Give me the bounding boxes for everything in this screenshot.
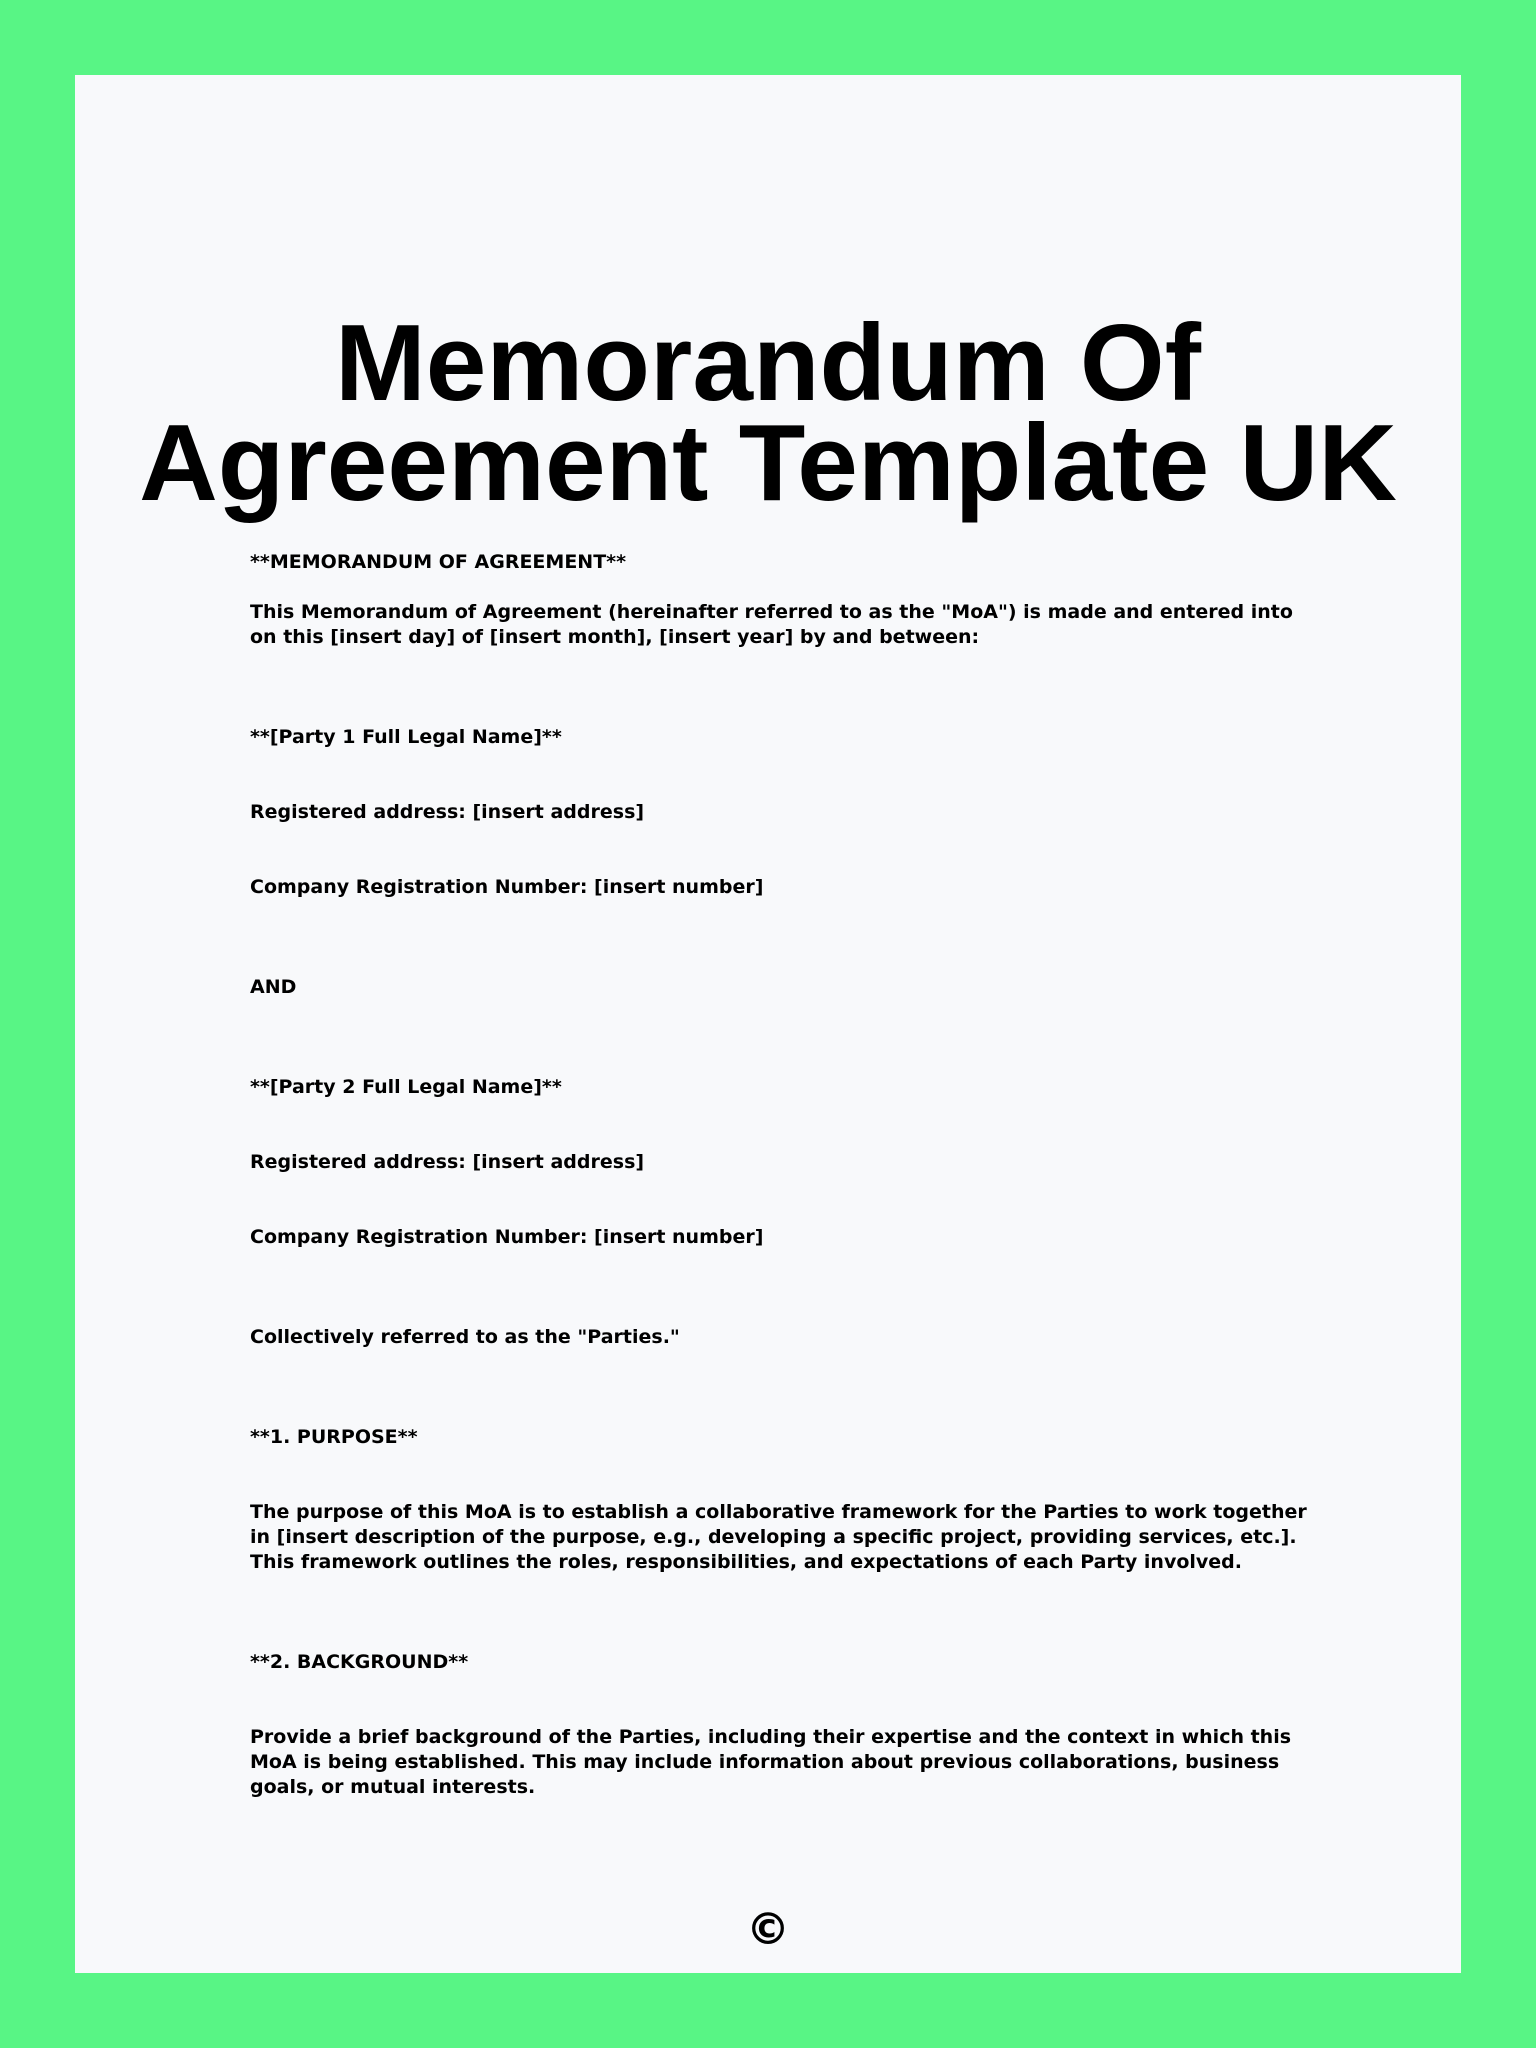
section1-body: The purpose of this MoA is to establish a collaborative framework for the Parties to work together in [insert description of the purpose, e.g., developing a specific project, providing services, etc.]. This framework outlines the roles, responsibilities, and expectations of each Party involved. bbox=[250, 1501, 1307, 1573]
collective-reference: Collectively referred to as the "Parties." bbox=[250, 1326, 680, 1348]
section2-body: Provide a brief background of the Parties, including their expertise and the context in which this MoA is being established. This may include information about previous collaborations, business goals, or mutual interests. bbox=[250, 1726, 1292, 1798]
document-title: Memorandum Of Agreement Template UK bbox=[139, 302, 1397, 524]
party2-name: **[Party 2 Full Legal Name]** bbox=[250, 1076, 562, 1098]
party1-address: Registered address: [insert address] bbox=[250, 801, 645, 823]
party2-address: Registered address: [insert address] bbox=[250, 1151, 645, 1173]
intro-paragraph: This Memorandum of Agreement (hereinafter referred to as the "MoA") is made and entered into on this [insert day] of [insert month], [insert year] by and between: bbox=[250, 601, 1293, 648]
and-separator: AND bbox=[250, 976, 297, 998]
party1-registration-number: Company Registration Number: [insert number] bbox=[250, 876, 764, 898]
section1-heading: **1. PURPOSE** bbox=[250, 1426, 418, 1448]
party1-name: **[Party 1 Full Legal Name]** bbox=[250, 726, 562, 748]
copyright-icon: © bbox=[746, 1904, 790, 1955]
party2-registration-number: Company Registration Number: [insert number] bbox=[250, 1226, 764, 1248]
section2-heading: **2. BACKGROUND** bbox=[250, 1651, 469, 1673]
document-page bbox=[75, 75, 1461, 1973]
agreement-heading: **MEMORANDUM OF AGREEMENT** bbox=[250, 551, 627, 573]
